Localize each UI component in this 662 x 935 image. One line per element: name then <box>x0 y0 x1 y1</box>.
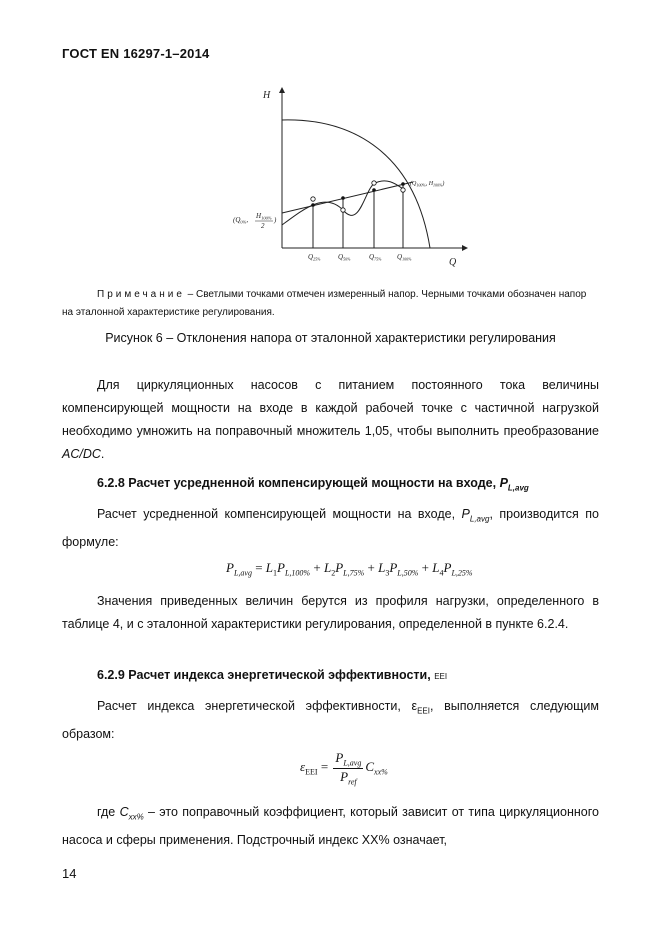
page-number: 14 <box>62 866 77 881</box>
paragraph-correction-factor <box>62 801 599 852</box>
q-label-25: Q <box>308 253 314 261</box>
q-sub-100: 100% <box>402 256 412 262</box>
s629-text-sub: EEI <box>417 706 430 716</box>
q-sub-50: 50% <box>343 256 351 262</box>
para3-b: – это поправочный коэффициент, который зависит от типа циркуляционного насоса и сферы применения. Подстрочный индекс XX% означает, <box>62 805 599 847</box>
s629-heading-text: 6.2.9 Расчет индекса энергетической эффективности, <box>97 668 431 682</box>
f1-t3-p: P <box>389 560 398 575</box>
paragraph-values-source: Значения приведенных величин берутся из профиля нагрузки, определенного в таблице 4, и с эталонной характеристики регулирования, определенной в пункте 6.2.4. <box>62 594 599 631</box>
ref-point-q50 <box>341 196 345 200</box>
f1-t4-p: P <box>443 560 452 575</box>
left-label-num-sub: 100% <box>261 215 272 221</box>
ref-point-q75 <box>372 188 376 192</box>
measured-point-q25 <box>311 197 315 201</box>
f2-c: C <box>365 759 375 775</box>
svg-text:Q75% <box>369 253 382 262</box>
svg-text:Q100% <box>397 253 412 262</box>
paragraph-6-2-9 <box>62 695 599 746</box>
f1-t1-coef-sub: 1 <box>273 568 278 578</box>
measured-point-q100 <box>401 188 405 192</box>
right-label-close: ) <box>442 181 445 187</box>
note-text: – Светлыми точками отмечен измеренный напор. Черными точками обозначен напор на эталонной характеристике регулирования. <box>62 289 587 318</box>
section-6-2-9-heading <box>97 668 447 682</box>
section-6-2-8-heading <box>97 476 529 493</box>
left-label-open: (Q <box>233 216 241 224</box>
para3-sym: C <box>119 805 129 819</box>
s629-text-a: Расчет индекса энергетической эффективности, <box>97 699 401 713</box>
q-sub-75: 75% <box>374 256 382 262</box>
s628-heading-sub: L,avg <box>507 483 529 493</box>
s628-text-sym: P <box>461 507 470 521</box>
f1-t3-p-sub: L,50% <box>397 568 419 578</box>
svg-text:Q50% <box>338 253 351 262</box>
s629-text-b: , выполняется следующим образом: <box>62 699 599 741</box>
f1-t3-coef: L <box>378 560 386 575</box>
f1-t4-coef-sub: 4 <box>439 568 444 578</box>
f1-t2-p: P <box>335 560 344 575</box>
control-curve-figure <box>225 80 485 270</box>
para3-a: где <box>97 805 116 819</box>
f2-num-sub: L,avg <box>343 758 362 768</box>
f2-den-sub: ref <box>348 777 357 787</box>
q-label-50: Q <box>338 253 344 261</box>
para3-sub: xx% <box>128 812 144 822</box>
left-label-sub: 0% <box>240 219 247 225</box>
f2-fraction <box>333 750 363 786</box>
f1-t2-coef: L <box>323 560 332 575</box>
svg-text:Q25% <box>308 253 321 262</box>
f1-t1-p-sub: L,100% <box>284 568 311 578</box>
q-sub-25: 25% <box>313 256 321 262</box>
left-label-num: H <box>256 212 262 220</box>
para1-em: AC/DC <box>62 447 101 461</box>
f1-t2-coef-sub: 2 <box>331 568 336 578</box>
f2-lhs: ε <box>300 759 306 775</box>
f2-lhs-sub: EEI <box>305 767 318 777</box>
s628-heading-text: 6.2.8 Расчет усредненной компенсирующей мощности на входе, <box>97 476 497 490</box>
document-header: ГОСТ EN 16297-1–2014 <box>62 46 210 61</box>
f1-t1-p: P <box>277 560 285 575</box>
axis-x-label: Q <box>449 257 457 268</box>
s628-text-sub: L,avg <box>469 514 490 524</box>
reference-line <box>282 182 413 213</box>
f1-t3-coef-sub: 3 <box>385 568 390 578</box>
f1-lhs: P <box>226 560 234 575</box>
measured-point-q75 <box>372 181 376 185</box>
f2-num: P <box>335 750 344 765</box>
f1-lhs-sub: L,avg <box>233 568 252 578</box>
ref-point-q100 <box>401 182 405 186</box>
left-label-comma: , <box>246 216 249 224</box>
right-label-mid: , H <box>425 181 434 187</box>
f2-den: P <box>340 768 349 784</box>
svg-text:H100% <box>255 212 272 221</box>
figure-note <box>62 286 599 322</box>
para1-text: Для циркуляционных насосов с питанием постоянного тока величины компенсирующей мощности на входе в каждой рабочей точке с частичной нагрузкой необходимо умножить на поправочный множитель 1,05, чтобы выполнить преобразование <box>62 378 599 438</box>
q-label-100: Q <box>397 253 403 261</box>
s629-heading-sym: EEI <box>434 672 448 681</box>
paragraph-6-2-8 <box>62 503 599 554</box>
figure-caption: Рисунок 6 – Отклонения напора от эталонной характеристики регулирования <box>105 331 556 345</box>
s629-text-sym: ε <box>411 699 418 713</box>
ref-point-q25 <box>311 203 315 207</box>
formula-pl-avg: $P_{L,avg} = L_1P_{L,100\%} + L_2P_{L,75\%} + L_3P_{L,50\%} + L_4P_{L,25\%}$ <box>226 560 473 578</box>
axis-y-label: H <box>263 90 271 101</box>
f1-t4-p-sub: L,25% <box>451 568 473 578</box>
right-label-sub2: 100% <box>433 182 443 188</box>
f1-t4-coef: L <box>432 560 440 575</box>
measured-point-q50 <box>341 208 345 212</box>
max-curve <box>282 120 430 248</box>
right-label-sub1: 100% <box>416 182 426 188</box>
svg-text:(Q100%, H100%) <box>410 180 444 188</box>
f2-c-sub: xx% <box>374 767 388 777</box>
svg-text:(Q0%, <box>233 216 248 225</box>
s628-heading-sym: P <box>499 476 508 490</box>
para1-end: . <box>100 447 105 461</box>
f1-t1-coef: L <box>265 560 274 575</box>
f1-t2-p-sub: L,75% <box>343 568 365 578</box>
q-label-75: Q <box>369 253 375 261</box>
formula-eei: $\varepsilon_{EEI}$ = $\frac{P_{L,avg}}{P_{ref}}$ $C_{xx\%}$ <box>300 750 388 787</box>
left-label-close: ) <box>274 216 277 224</box>
left-label-den: 2 <box>261 222 265 230</box>
s628-text-a: Расчет усредненной компенсирующей мощности на входе, <box>97 507 456 521</box>
right-label-open: (Q <box>410 181 417 187</box>
paragraph-dc-correction <box>62 374 599 466</box>
note-label: Примечание <box>97 289 185 300</box>
s628-text-b: , производится по формуле: <box>62 507 599 549</box>
